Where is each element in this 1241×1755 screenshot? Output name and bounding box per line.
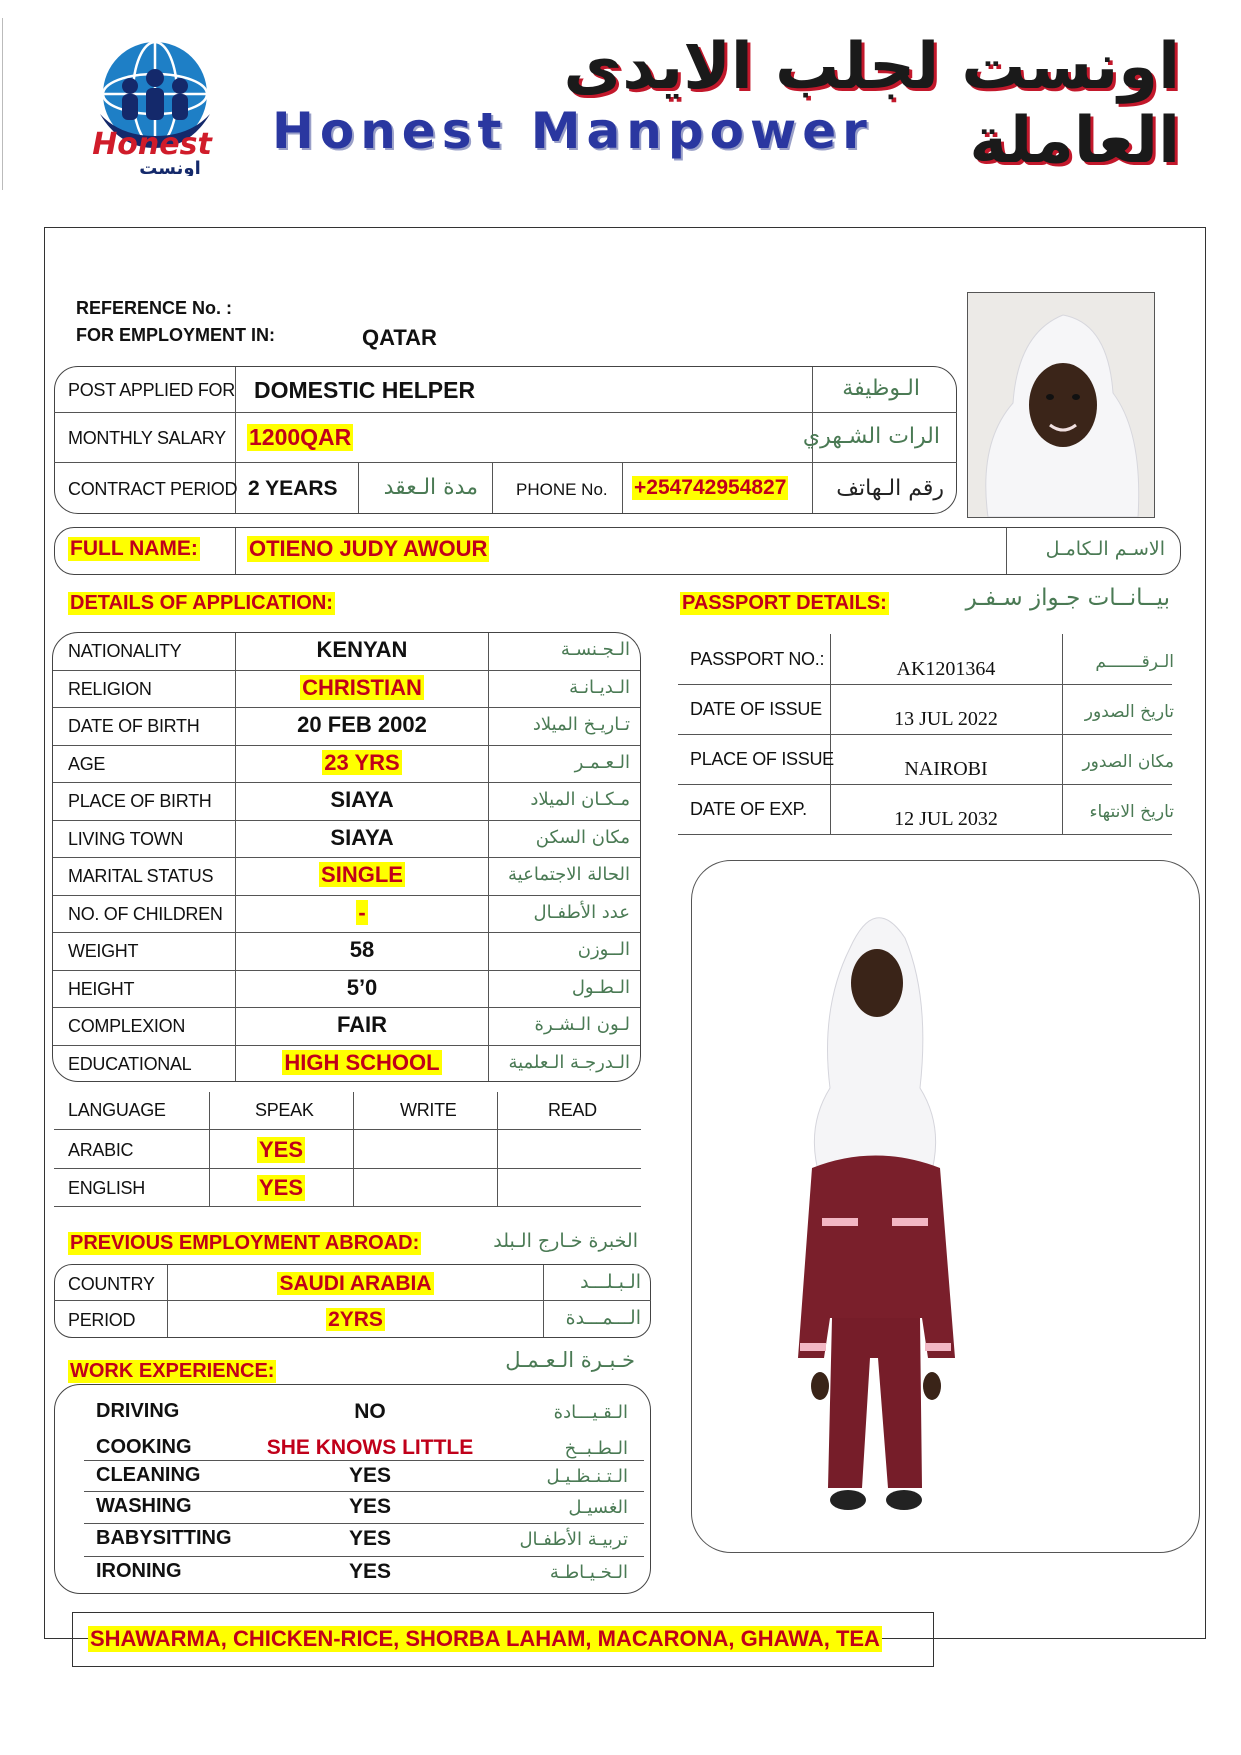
language-speak-value: YES bbox=[259, 1175, 304, 1200]
language-row-label: ARABIC bbox=[68, 1140, 134, 1160]
work-experience-divider bbox=[84, 1523, 644, 1524]
row-divider bbox=[53, 782, 640, 783]
application-row-label: RELIGION bbox=[68, 678, 152, 699]
contract-value: 2 YEARS bbox=[248, 477, 338, 500]
salary-value: 1200QAR bbox=[249, 424, 352, 450]
post-label-ar: الـوظيفة bbox=[842, 376, 920, 401]
passport-row-value: NAIROBI bbox=[904, 758, 988, 780]
application-row-value bbox=[236, 900, 488, 926]
full-name-value: OTIENO JUDY AWOUR bbox=[249, 536, 488, 561]
application-row-label-ar: الـعـمـر bbox=[574, 751, 630, 773]
row-divider bbox=[53, 670, 640, 671]
row-divider bbox=[53, 1045, 640, 1046]
application-row-label: AGE bbox=[68, 753, 106, 774]
passport-row-label: PLACE OF ISSUE bbox=[690, 749, 834, 769]
application-row-label: PLACE OF BIRTH bbox=[68, 791, 212, 811]
passport-row-divider bbox=[678, 734, 1172, 735]
application-row-value bbox=[236, 862, 488, 888]
passport-row-value: 12 JUL 2032 bbox=[894, 808, 998, 830]
passport-row-label: PASSPORT NO.: bbox=[690, 649, 825, 669]
application-row-value-text: 20 FEB 2002 bbox=[297, 712, 427, 737]
work-experience-divider bbox=[84, 1491, 644, 1492]
application-row-label: EDUCATIONAL bbox=[68, 1053, 192, 1074]
contract-label-ar: مدة الـعقد bbox=[383, 475, 478, 500]
passport-row-label: DATE OF ISSUE bbox=[690, 699, 822, 719]
application-row-label: NO. OF CHILDREN bbox=[68, 903, 223, 924]
language-header-read: READ bbox=[548, 1100, 597, 1120]
application-row-label: NATIONALITY bbox=[68, 641, 182, 661]
language-header-write: WRITE bbox=[400, 1100, 457, 1120]
work-experience-divider bbox=[84, 1460, 644, 1461]
row-divider bbox=[53, 707, 640, 708]
previous-employment-value-text: 2YRS bbox=[328, 1308, 383, 1331]
previous-employment-label: COUNTRY bbox=[68, 1274, 155, 1294]
application-row-value bbox=[236, 1012, 488, 1038]
logo-text-en: Honest bbox=[92, 127, 212, 162]
passport-row-label-ar: مكان الصدور bbox=[1082, 752, 1174, 772]
work-experience-label-ar: الـخـيـاطـة bbox=[549, 1562, 628, 1583]
application-row-value-text: CHRISTIAN bbox=[302, 674, 422, 700]
language-col-divider bbox=[497, 1092, 498, 1206]
application-row-label-ar: الـطـول bbox=[571, 976, 630, 998]
application-row-value-text: SIAYA bbox=[330, 787, 394, 812]
application-row-value-text: SIAYA bbox=[330, 824, 394, 850]
work-experience-value: SHE KNOWS LITTLE bbox=[266, 1436, 474, 1459]
work-experience-value: YES bbox=[348, 1527, 392, 1550]
salary-label: MONTHLY SALARY bbox=[68, 428, 226, 448]
passport-heading: PASSPORT DETAILS: bbox=[682, 592, 887, 614]
previous-employment-heading: PREVIOUS EMPLOYMENT ABROAD: bbox=[70, 1232, 420, 1254]
previous-employment-label: PERIOD bbox=[68, 1310, 136, 1330]
application-row-label-ar: الحالة الاجتماعية bbox=[508, 864, 630, 885]
previous-employment-label-ar: الـبـلـــد bbox=[580, 1271, 641, 1293]
language-speak-value: YES bbox=[259, 1137, 304, 1162]
application-row-label: WEIGHT bbox=[68, 941, 139, 961]
phone-label: PHONE No. bbox=[516, 480, 608, 499]
passport-row-value: 13 JUL 2022 bbox=[894, 708, 998, 730]
previous-employment-value bbox=[168, 1272, 543, 1296]
application-row-value bbox=[236, 825, 488, 851]
passport-row-divider bbox=[678, 834, 1172, 835]
honest-logo-icon bbox=[60, 36, 240, 176]
work-experience-value: YES bbox=[348, 1560, 392, 1583]
logo-text-ar: اونست bbox=[139, 158, 201, 176]
work-experience-label: IRONING bbox=[96, 1560, 182, 1582]
work-experience-label: WASHING bbox=[96, 1495, 192, 1517]
work-experience-label-ar: الـتـنـظـيـل bbox=[546, 1466, 628, 1487]
work-experience-label: BABYSITTING bbox=[96, 1527, 232, 1549]
full-body-photo bbox=[780, 888, 970, 1548]
full-name-label: FULL NAME: bbox=[70, 537, 198, 560]
application-row-value-text: 23 YRS bbox=[324, 749, 400, 775]
row-divider bbox=[53, 745, 640, 746]
footer-cooking-skills: SHAWARMA, CHICKEN-RICE, SHORBA LAHAM, MACARONA, GHAWA, TEA bbox=[90, 1626, 880, 1651]
work-experience-value: YES bbox=[348, 1464, 392, 1487]
application-heading: DETAILS OF APPLICATION: bbox=[70, 592, 333, 614]
application-row-value-text: 5’0 bbox=[346, 974, 378, 1000]
application-row-label: HEIGHT bbox=[68, 978, 135, 999]
language-row-label: ENGLISH bbox=[68, 1178, 145, 1198]
row-divider bbox=[53, 970, 640, 971]
application-row-label-ar: الـجـنسـة bbox=[560, 639, 630, 660]
application-row-value bbox=[236, 1050, 488, 1076]
company-title-arabic: اونست لجلب الايدى العاملة bbox=[563, 30, 1180, 178]
passport-row-divider bbox=[678, 684, 1172, 685]
salary-label-ar: الرات الشـهري bbox=[802, 424, 940, 449]
work-experience-heading: WORK EXPERIENCE: bbox=[70, 1360, 275, 1382]
work-experience-label: DRIVING bbox=[96, 1400, 180, 1422]
work-experience-label-ar: الغسيـل bbox=[568, 1497, 628, 1518]
passport-heading-ar: بيــانــات جـواز سـفـر bbox=[965, 585, 1170, 611]
row-divider bbox=[53, 857, 640, 858]
reference-label: REFERENCE No. : bbox=[76, 298, 233, 318]
application-row-value-text: KENYAN bbox=[316, 637, 408, 662]
application-row-label-ar: الــوزن bbox=[577, 939, 630, 960]
post-label: POST APPLIED FOR bbox=[68, 380, 235, 400]
language-header-speak: SPEAK bbox=[255, 1100, 314, 1120]
work-experience-label-ar: تربيـة الأطفـال bbox=[519, 1529, 628, 1550]
application-row-label-ar: مكان السكن bbox=[535, 826, 630, 848]
application-row-label-ar: تـاريـخ الميلاد bbox=[532, 714, 630, 735]
application-row-label: LIVING TOWN bbox=[68, 828, 184, 849]
work-experience-label: CLEANING bbox=[96, 1464, 201, 1486]
application-row-label-ar: الـديـانـة bbox=[569, 676, 630, 698]
application-row-value bbox=[236, 637, 488, 663]
work-experience-heading-ar: خـبـرة الـعـمـل bbox=[505, 1348, 635, 1372]
language-row-divider bbox=[54, 1168, 641, 1169]
work-experience-label-ar: الـطـبــخ bbox=[564, 1438, 628, 1459]
language-col-divider bbox=[353, 1092, 354, 1206]
previous-employment-label-ar: الـــمـــدة bbox=[565, 1307, 641, 1329]
post-value: DOMESTIC HELPER bbox=[254, 377, 476, 403]
application-row-label: MARITAL STATUS bbox=[68, 866, 214, 886]
application-row-value bbox=[236, 975, 488, 1001]
application-row-value-text: 58 bbox=[349, 937, 375, 962]
application-row-label-ar: لـون الـشـرة bbox=[534, 1014, 630, 1035]
passport-row-label: DATE OF EXP. bbox=[690, 799, 807, 819]
application-row-label-ar: عدد الأطفـال bbox=[533, 901, 630, 923]
language-col-divider bbox=[209, 1092, 210, 1206]
application-row-value bbox=[236, 787, 488, 813]
application-row-value-text: SINGLE bbox=[321, 862, 403, 887]
row-divider bbox=[53, 932, 640, 933]
application-row-value bbox=[236, 675, 488, 701]
previous-employment-heading-ar: الخبرة خـارج الـبلد bbox=[493, 1230, 638, 1252]
portrait-photo bbox=[967, 292, 1155, 518]
application-row-label-ar: مـكـان الميلاد bbox=[530, 789, 630, 810]
language-header-language: LANGUAGE bbox=[68, 1100, 166, 1120]
work-experience-value: YES bbox=[348, 1495, 392, 1518]
company-title-english: Honest Manpower bbox=[272, 102, 873, 160]
row-divider bbox=[53, 820, 640, 821]
passport-row-divider bbox=[678, 784, 1172, 785]
previous-employment-value-text: SAUDI ARABIA bbox=[279, 1272, 432, 1295]
application-row-value bbox=[236, 712, 488, 738]
row-divider bbox=[53, 1007, 640, 1008]
work-experience-value: NO bbox=[354, 1400, 386, 1423]
work-experience-label-ar: الـقـيـــادة bbox=[553, 1402, 628, 1423]
language-row-divider bbox=[54, 1206, 641, 1207]
passport-row-value: AK1201364 bbox=[896, 658, 996, 680]
previous-employment-value bbox=[168, 1308, 543, 1332]
application-row-value bbox=[236, 750, 488, 776]
application-row-label-ar: الـدرجـة الـعلمية bbox=[508, 1051, 630, 1073]
application-row-label: COMPLEXION bbox=[68, 1016, 186, 1036]
margin-rule bbox=[2, 18, 3, 190]
application-row-label: DATE OF BIRTH bbox=[68, 716, 200, 736]
application-row-value-text: HIGH SCHOOL bbox=[284, 1049, 440, 1075]
passport-row-label-ar: الـرقـــــــم bbox=[1095, 652, 1174, 672]
work-experience-label: COOKING bbox=[96, 1436, 192, 1458]
application-row-value-text: FAIR bbox=[336, 1012, 388, 1037]
passport-row-label-ar: تاريخ الانتهاء bbox=[1089, 802, 1174, 822]
language-row-divider bbox=[54, 1129, 641, 1130]
row-divider bbox=[53, 895, 640, 896]
passport-row-label-ar: تاريخ الصدور bbox=[1084, 702, 1174, 722]
employment-in-value: QATAR bbox=[362, 325, 437, 350]
application-row-value bbox=[236, 937, 488, 963]
application-row-value-text: - bbox=[358, 899, 366, 925]
full-name-label-ar: الاسـم الـكامـل bbox=[1045, 538, 1165, 560]
work-experience-divider bbox=[84, 1556, 644, 1557]
contract-label: CONTRACT PERIOD bbox=[68, 479, 238, 499]
phone-label-ar: رقم الـهاتف bbox=[836, 476, 944, 501]
phone-value: +254742954827 bbox=[634, 476, 787, 499]
employment-in-label: FOR EMPLOYMENT IN: bbox=[76, 325, 275, 345]
